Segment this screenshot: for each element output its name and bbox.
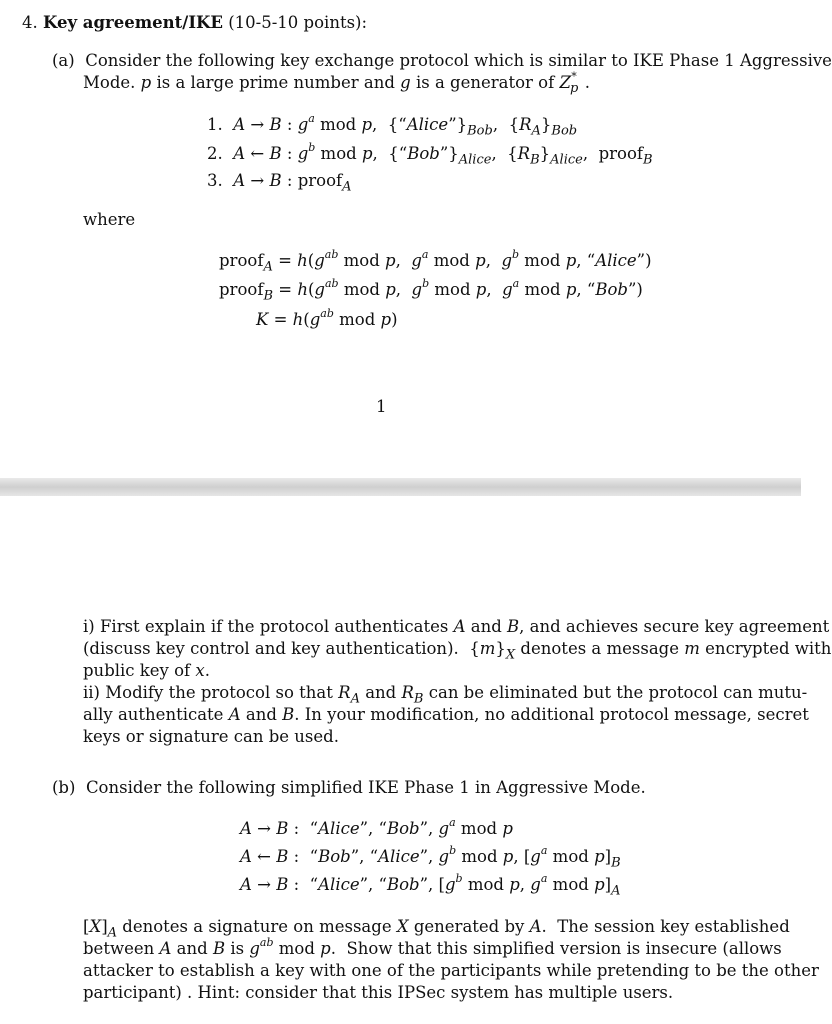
question-heading: 4. Key agreement/IKE (10-5-10 points):	[22, 13, 368, 32]
protocol-step-2: 2. A ← B : $g^b$ mod p, $\{“Bob”\}_{Alice}$, $\{R_B\}_{Alice}$, proof$_B$	[207, 140, 653, 168]
question-ii-line-2: ally authenticate A and B. In your modification, no additional protocol message, secret	[83, 705, 809, 724]
question-ii-line-3: keys or signature can be used.	[83, 727, 339, 746]
part-a-intro-line-1: (a) Consider the following key exchange protocol which is similar to IKE Phase 1 Aggressive	[52, 51, 832, 70]
question-i-line-1: i) First explain if the protocol authenticates A and B, and achieves secure key agreement	[83, 617, 830, 636]
page-separator	[0, 478, 801, 496]
page-number: 1	[376, 397, 387, 416]
part-b-text-line-2: between A and B is $g^{ab}$ mod p. Show that this simplified version is insecure (allows	[83, 935, 782, 958]
part-b-label: (b)	[52, 778, 76, 797]
ike-message-2: A ← B : “Bob”, “Alice”, $g^b$ mod p, [$g^a$ mod $p]_B$	[240, 843, 621, 871]
ike-message-3: A → B : “Alice”, “Bob”, [$g^b$ mod p, $g^a$ mod $p]_A$	[240, 871, 621, 899]
protocol-step-3: 3. A → B : proof$_A$	[207, 171, 352, 195]
part-b-text-line-1: $[X]_A$ denotes a signature on message X generated by A. The session key established	[83, 917, 790, 941]
question-i-line-3: public key of x.	[83, 661, 210, 680]
where-label: where	[83, 210, 136, 229]
part-b-text-line-4: participant) . Hint: consider that this IPSec system has multiple users.	[83, 983, 674, 1002]
definition-proof-a: proof$_A$ = $h(g^{ab}$ mod p, $g^a$ mod p, $g^b$ mod p, “Alice”)	[219, 247, 652, 275]
question-i-line-2: (discuss key control and key authentication). $\{m\}_X$ denotes a message m encrypted with	[83, 639, 832, 663]
question-ii-line-1: ii) Modify the protocol so that $R_A$ and $R_B$ can be eliminated but the protocol can mutu-	[83, 683, 808, 707]
question-title: Key agreement/IKE	[43, 13, 223, 32]
definition-key: $K = h(g^{ab}$ mod p)	[256, 306, 398, 329]
part-b-intro: (b) Consider the following simplified IKE Phase 1 in Aggressive Mode.	[52, 778, 646, 797]
definition-proof-b: proof$_B$ = $h(g^{ab}$ mod p, $g^b$ mod p, $g^a$ mod p, “Bob”)	[219, 276, 643, 304]
part-a-label: (a)	[52, 51, 75, 70]
question-points: (10-5-10 points):	[228, 13, 368, 32]
part-b-text-line-3: attacker to establish a key with one of the participants while pretending to be the other	[83, 961, 819, 980]
page-2	[0, 496, 832, 1024]
protocol-step-1: 1. A → B : $g^a$ mod p, $\{“Alice”\}_{Bob}$, $\{R_A\}_{Bob}$	[207, 111, 578, 139]
ike-message-1: A → B : “Alice”, “Bob”, $g^a$ mod p	[240, 815, 513, 838]
part-a-intro-line-2: Mode. p is a large prime number and g is a generator of $Z_p^*$ .	[83, 69, 591, 97]
